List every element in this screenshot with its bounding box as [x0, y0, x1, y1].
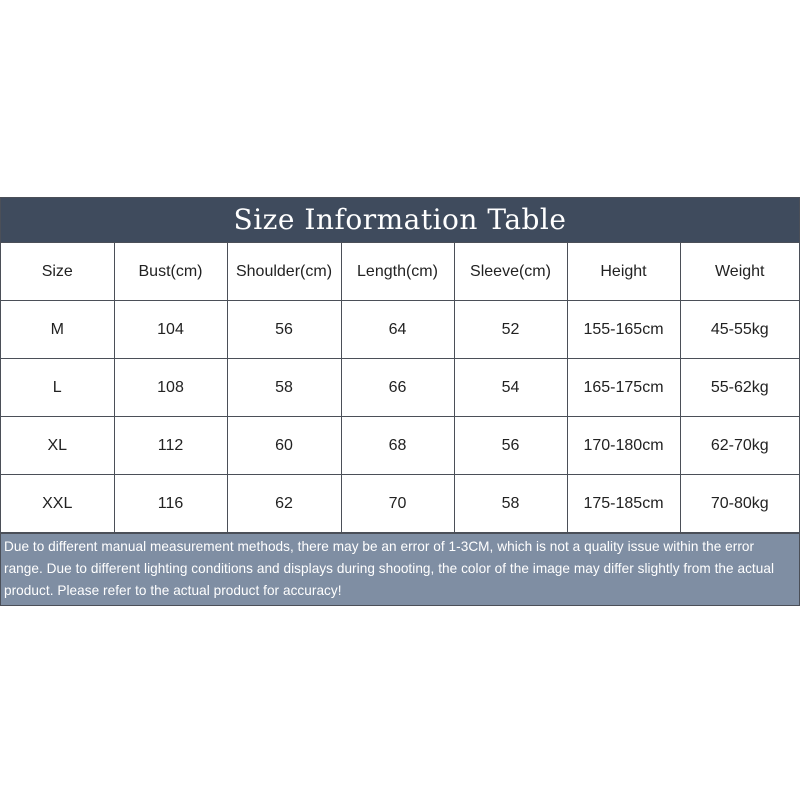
column-header-weight: Weight [680, 243, 799, 301]
size-table [1, 243, 799, 533]
cell-length: 64 [341, 301, 454, 359]
measurement-notice: Due to different manual measurement methods, there may be an error of 1-3CM, which is not a quality issue within the error range. Due to different lighting conditions and displays during shooting, the color of the image may differ slightly from the actual product. Please refer to the actual product for accuracy! [1, 533, 799, 605]
cell-sleeve: 58 [454, 475, 567, 533]
cell-shoulder: 60 [227, 417, 341, 475]
table-row [1, 475, 799, 533]
cell-height: 155-165cm [567, 301, 680, 359]
cell-size: XL [1, 417, 114, 475]
column-header-sleeve: Sleeve(cm) [454, 243, 567, 301]
cell-length: 66 [341, 359, 454, 417]
cell-weight: 70-80kg [680, 475, 799, 533]
column-header-shoulder: Shoulder(cm) [227, 243, 341, 301]
table-row [1, 301, 799, 359]
cell-weight: 62-70kg [680, 417, 799, 475]
cell-bust: 108 [114, 359, 227, 417]
table-row [1, 359, 799, 417]
cell-size: M [1, 301, 114, 359]
column-header-length: Length(cm) [341, 243, 454, 301]
column-header-bust: Bust(cm) [114, 243, 227, 301]
cell-height: 165-175cm [567, 359, 680, 417]
cell-shoulder: 56 [227, 301, 341, 359]
cell-shoulder: 62 [227, 475, 341, 533]
size-chart [0, 197, 800, 606]
cell-height: 170-180cm [567, 417, 680, 475]
column-header-height: Height [567, 243, 680, 301]
table-row [1, 417, 799, 475]
header-row [1, 243, 799, 301]
cell-bust: 112 [114, 417, 227, 475]
cell-sleeve: 56 [454, 417, 567, 475]
column-header-size: Size [1, 243, 114, 301]
cell-shoulder: 58 [227, 359, 341, 417]
cell-sleeve: 52 [454, 301, 567, 359]
table-title: Size Information Table [1, 198, 799, 243]
cell-height: 175-185cm [567, 475, 680, 533]
cell-size: L [1, 359, 114, 417]
cell-length: 68 [341, 417, 454, 475]
cell-weight: 45-55kg [680, 301, 799, 359]
cell-bust: 116 [114, 475, 227, 533]
cell-weight: 55-62kg [680, 359, 799, 417]
cell-size: XXL [1, 475, 114, 533]
cell-bust: 104 [114, 301, 227, 359]
cell-sleeve: 54 [454, 359, 567, 417]
cell-length: 70 [341, 475, 454, 533]
